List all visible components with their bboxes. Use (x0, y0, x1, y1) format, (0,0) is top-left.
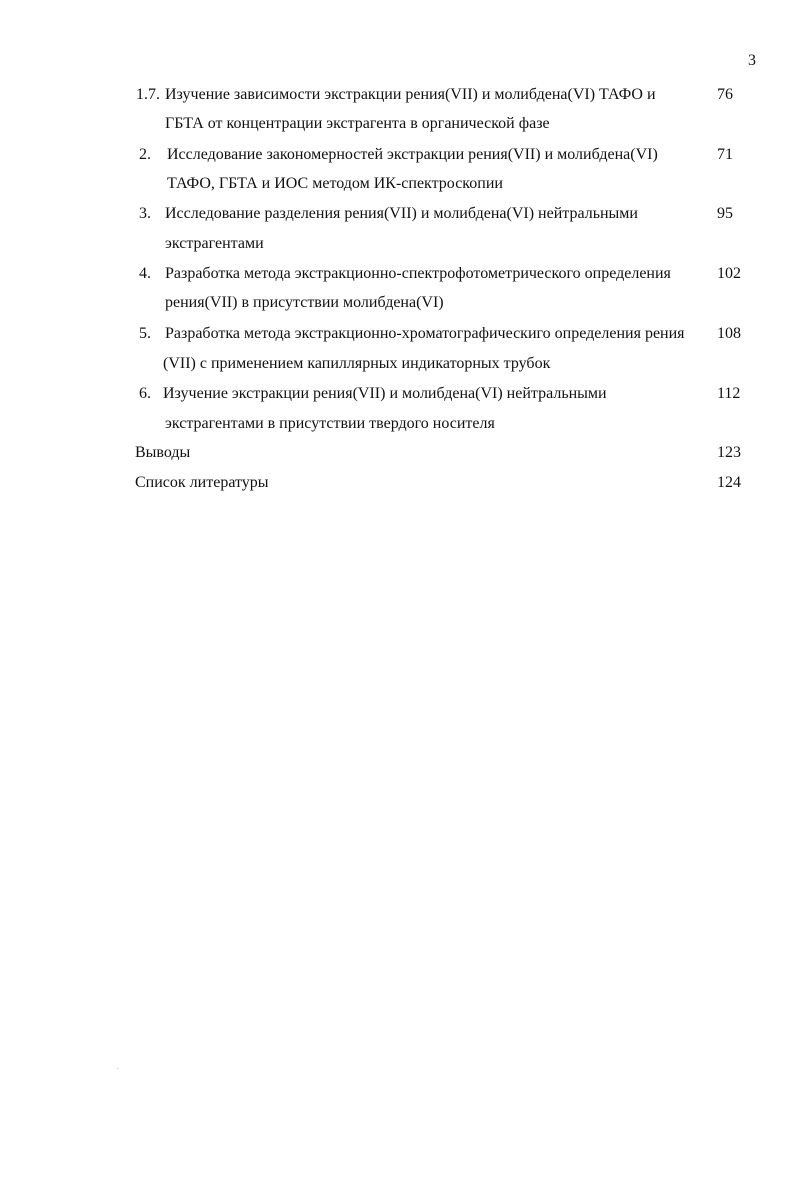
toc-entry-number: 2. (139, 146, 151, 163)
toc-entry-title-line1: Исследование разделения рения(VII) и молибдена(VI) нейтральными (165, 205, 638, 222)
toc-entry-title-line1: Разработка метода экстракционно-хроматографическиго определения рения (165, 325, 685, 342)
toc-entry-page: 108 (717, 325, 741, 342)
toc-entry-page: 76 (717, 86, 733, 103)
toc-references-label: Список литературы (135, 474, 269, 491)
toc-entry-title-line1: Разработка метода экстракционно-спектрофотометрического определения (165, 265, 671, 282)
toc-entry-page: 71 (717, 146, 733, 163)
toc-conclusions-page: 123 (717, 444, 741, 461)
toc-entry-title-line1: Исследование закономерностей экстракции рения(VII) и молибдена(VI) (167, 146, 658, 163)
toc-entry-title-line1: Изучение экстракции рения(VII) и молибдена(VI) нейтральными (163, 385, 607, 402)
toc-entry-title-line2: (VII) с применением капиллярных индикаторных трубок (163, 355, 551, 372)
page-number: 3 (748, 52, 756, 69)
toc-entry-number: 5. (139, 325, 151, 342)
toc-entry-title-line2: ГБТА от концентрации экстрагента в органической фазе (165, 115, 550, 132)
toc-entry-page: 102 (717, 265, 741, 282)
toc-entry-number: 1.7. (136, 86, 160, 103)
toc-entry-title-line2: рения(VII) в присутствии молибдена(VI) (165, 294, 444, 311)
toc-entry-title-line2: ТАФО, ГБТА и ИОС методом ИК-спектроскопии (167, 175, 503, 192)
toc-references-page: 124 (717, 474, 741, 491)
toc-conclusions-label: Выводы (135, 444, 191, 461)
toc-entry-title-line1: Изучение зависимости экстракции рения(VII) и молибдена(VI) ТАФО и (165, 86, 656, 103)
toc-entry-page: 95 (717, 205, 733, 222)
toc-entry-title-line2: экстрагентами (165, 235, 264, 252)
toc-entry-title-line2: экстрагентами в присутствии твердого носителя (165, 415, 495, 432)
toc-entry-number: 6. (139, 385, 151, 402)
toc-entry-number: 4. (139, 265, 151, 282)
scan-speck (117, 1068, 118, 1069)
toc-entry-page: 112 (717, 385, 741, 402)
toc-entry-number: 3. (139, 205, 151, 222)
